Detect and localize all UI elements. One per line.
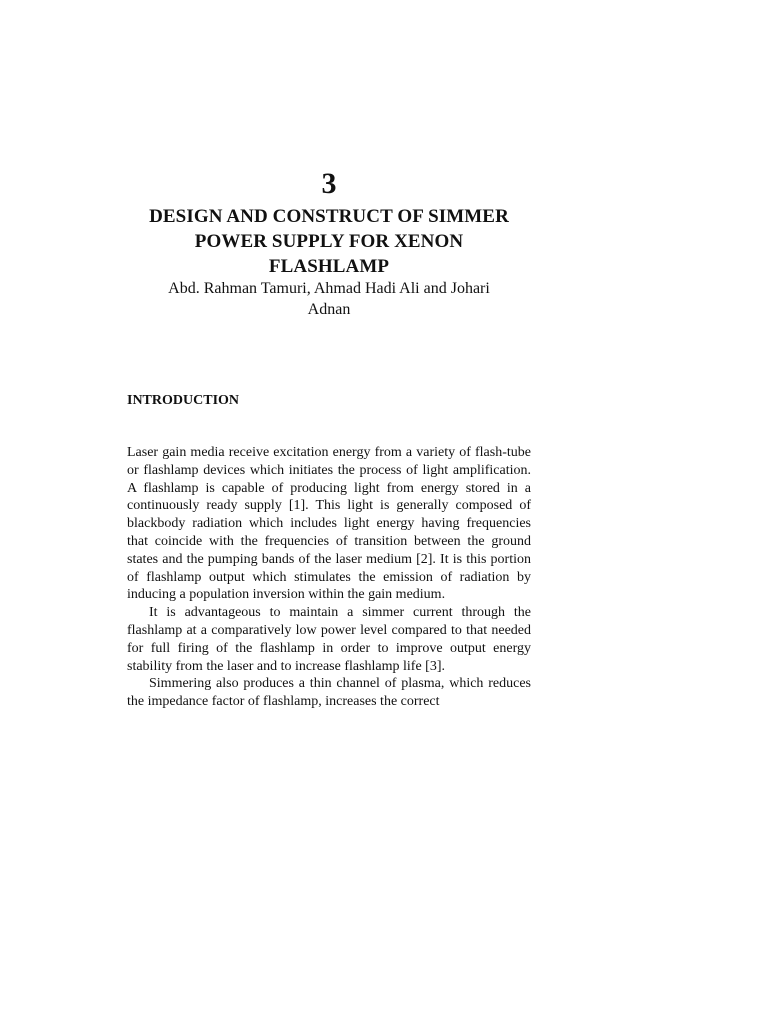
body-paragraph: It is advantageous to maintain a simmer current through the flashlamp at a comparatively low power level compared to that needed for full firing of the flashlamp in order to improve output energy stability from the laser and to increase flashlamp life [3]. bbox=[127, 605, 531, 674]
author-line: Abd. Rahman Tamuri, Ahmad Hadi Ali and Johari bbox=[168, 280, 490, 297]
body-paragraph: Simmering also produces a thin channel of plasma, which reduces the impedance factor of flashlamp, increases the correct bbox=[127, 676, 531, 710]
section-heading: INTRODUCTION bbox=[127, 393, 240, 408]
chapter-title-line: DESIGN AND CONSTRUCT OF SIMMER bbox=[149, 206, 509, 227]
section-body bbox=[127, 444, 531, 711]
chapter-number: 3 bbox=[321, 167, 337, 200]
author-list bbox=[127, 278, 531, 320]
body-paragraph: Laser gain media receive excitation energy from a variety of flash-tube or flashlamp devices which initiates the process of light amplification. A flashlamp is capable of producing light from energy stored in a continuously ready supply [1]. This light is generally composed of blackbody radiation which includes light energy having frequencies that coincide with the frequencies of transition between the ground states and the pumping bands of the laser medium [2]. It is this portion of flashlamp output which stimulates the emission of radiation by inducing a population inversion within the gain medium. bbox=[127, 445, 531, 603]
chapter-title-line: POWER SUPPLY FOR XENON bbox=[194, 231, 464, 252]
author-line: Adnan bbox=[307, 301, 351, 318]
chapter-title-line: FLASHLAMP bbox=[268, 256, 390, 277]
chapter-title bbox=[127, 204, 531, 279]
